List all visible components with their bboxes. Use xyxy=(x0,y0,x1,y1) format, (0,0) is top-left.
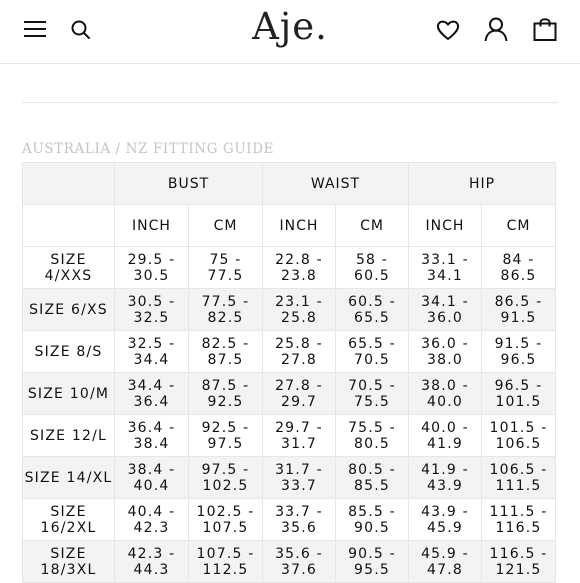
size-label-line: SIZE xyxy=(50,545,87,562)
account-icon[interactable] xyxy=(483,16,509,42)
unit-header: CM xyxy=(482,205,556,247)
hip-inch-cell xyxy=(409,457,482,499)
measurement-line: 102.5 xyxy=(202,477,249,494)
measurement-line: 58 - xyxy=(355,251,389,268)
measurement-line: 101.5 - xyxy=(489,419,548,436)
table-row xyxy=(23,289,556,331)
bust-inch-cell xyxy=(115,247,189,289)
measurement-line: 102.5 - xyxy=(196,503,255,520)
unit-header: INCH xyxy=(115,205,189,247)
measurement-line: 116.5 - xyxy=(489,545,548,562)
measurement-line: 41.9 xyxy=(427,435,463,452)
bust-cm-cell xyxy=(189,499,263,541)
measurement-line: 91.5 xyxy=(500,309,537,326)
hip-inch-cell xyxy=(409,499,482,541)
hip-cm-cell xyxy=(482,247,556,289)
size-label-line: SIZE 12/L xyxy=(29,427,108,444)
table-row xyxy=(23,373,556,415)
corner-cell xyxy=(23,163,115,205)
size-chart-table xyxy=(22,162,556,583)
measurement-line: 36.4 - xyxy=(127,419,176,436)
measurement-line: 34.4 - xyxy=(127,377,176,394)
unit-header: CM xyxy=(189,205,263,247)
size-label-line: SIZE 6/XS xyxy=(29,301,108,318)
measurement-line: 47.8 xyxy=(427,561,463,578)
measurement-line: 23.1 - xyxy=(275,293,323,310)
measurement-line: 97.5 xyxy=(207,435,244,452)
measurement-line: 27.8 xyxy=(281,351,317,368)
measurement-line: 111.5 xyxy=(495,477,542,494)
brand-logo[interactable]: Aje. xyxy=(252,5,328,48)
fitting-guide-title: AUSTRALIA / NZ FITTING GUIDE xyxy=(22,141,275,157)
measurement-line: 45.9 - xyxy=(421,545,469,562)
measurement-line: 111.5 - xyxy=(489,503,548,520)
waist-inch-cell xyxy=(263,415,336,457)
waist-cm-cell xyxy=(336,247,409,289)
waist-inch-cell xyxy=(263,331,336,373)
bust-inch-cell xyxy=(115,499,189,541)
table-row xyxy=(23,457,556,499)
measurement-line: 30.5 - xyxy=(127,293,176,310)
measurement-line: 106.5 xyxy=(495,435,542,452)
measurement-line: 36.4 xyxy=(133,393,170,410)
measurement-line: 36.0 - xyxy=(421,335,469,352)
measurement-line: 40.0 xyxy=(427,393,463,410)
measurement-line: 43.9 xyxy=(427,477,463,494)
measurement-line: 45.9 xyxy=(427,519,463,536)
measurement-line: 40.0 - xyxy=(421,419,469,436)
measurement-line: 38.0 xyxy=(427,351,463,368)
measurement-line: 87.5 xyxy=(207,351,244,368)
hip-cm-cell xyxy=(482,373,556,415)
table-row xyxy=(23,415,556,457)
waist-cm-cell xyxy=(336,499,409,541)
size-label-cell xyxy=(23,289,115,331)
measurement-line: 33.7 - xyxy=(275,503,323,520)
unit-header: INCH xyxy=(409,205,482,247)
measurement-line: 29.7 - xyxy=(275,419,323,436)
site-header xyxy=(0,0,580,64)
size-label-line: 4/XXS xyxy=(44,267,93,284)
measurement-line: 42.3 xyxy=(133,519,170,536)
measurement-line: 35.6 xyxy=(281,519,317,536)
waist-cm-cell xyxy=(336,457,409,499)
size-label-line: 18/3XL xyxy=(40,561,97,578)
measurement-line: 40.4 xyxy=(133,477,170,494)
measurement-line: 85.5 xyxy=(354,477,390,494)
bust-inch-cell xyxy=(115,541,189,583)
measurement-line: 32.5 - xyxy=(127,335,176,352)
measurement-line: 86.5 xyxy=(500,267,537,284)
measurement-line: 34.1 - xyxy=(421,293,469,310)
hip-inch-cell xyxy=(409,289,482,331)
measurement-line: 32.5 xyxy=(133,309,170,326)
size-label-line: SIZE xyxy=(50,251,87,268)
measurement-line: 33.7 xyxy=(281,477,317,494)
search-icon[interactable] xyxy=(70,19,92,41)
measurement-line: 82.5 xyxy=(207,309,244,326)
measurement-line: 29.5 - xyxy=(127,251,176,268)
measurement-line: 75.5 xyxy=(354,393,390,410)
measurement-line: 31.7 xyxy=(281,435,317,452)
measurement-line: 33.1 - xyxy=(421,251,469,268)
measurement-line: 60.5 - xyxy=(348,293,396,310)
hip-inch-cell xyxy=(409,373,482,415)
measurement-line: 90.5 - xyxy=(348,545,396,562)
measurement-line: 77.5 - xyxy=(201,293,250,310)
table-row xyxy=(23,247,556,289)
bust-cm-cell xyxy=(189,289,263,331)
measurement-line: 25.8 xyxy=(281,309,317,326)
measurement-line: 84 - xyxy=(502,251,535,268)
waist-inch-cell xyxy=(263,499,336,541)
bust-cm-cell xyxy=(189,541,263,583)
hip-cm-cell xyxy=(482,499,556,541)
measurement-line: 35.6 - xyxy=(275,545,323,562)
table-row xyxy=(23,541,556,583)
bust-inch-cell xyxy=(115,457,189,499)
size-label-line: SIZE 8/S xyxy=(34,343,103,360)
measurement-line: 107.5 - xyxy=(196,545,255,562)
measurement-line: 23.8 xyxy=(281,267,317,284)
measurement-line: 70.5 xyxy=(354,351,390,368)
measurement-line: 85.5 - xyxy=(348,503,396,520)
measurement-line: 92.5 xyxy=(207,393,244,410)
measurement-line: 90.5 xyxy=(354,519,390,536)
measurement-line: 44.3 xyxy=(133,561,170,578)
measurement-line: 60.5 xyxy=(354,267,390,284)
bust-inch-cell xyxy=(115,373,189,415)
measurement-line: 36.0 xyxy=(427,309,463,326)
waist-inch-cell xyxy=(263,373,336,415)
waist-inch-cell xyxy=(263,541,336,583)
measurement-line: 38.0 - xyxy=(421,377,469,394)
measurement-line: 27.8 - xyxy=(275,377,323,394)
table-row xyxy=(23,499,556,541)
measurement-line: 22.8 - xyxy=(275,251,323,268)
size-label-cell xyxy=(23,499,115,541)
bust-cm-cell xyxy=(189,457,263,499)
measurement-line: 30.5 xyxy=(133,267,170,284)
measurement-group-row xyxy=(23,163,556,205)
measurement-line: 75.5 - xyxy=(348,419,396,436)
measurement-line: 37.6 xyxy=(281,561,317,578)
size-label-cell xyxy=(23,541,115,583)
measurement-line: 75 - xyxy=(209,251,242,268)
hip-inch-cell xyxy=(409,247,482,289)
size-label-line: SIZE xyxy=(50,503,87,520)
table-row xyxy=(23,331,556,373)
size-label-cell xyxy=(23,457,115,499)
menu-icon[interactable] xyxy=(24,20,46,38)
size-label-cell xyxy=(23,331,115,373)
measurement-line: 80.5 - xyxy=(348,461,396,478)
size-label-cell xyxy=(23,247,115,289)
unit-header: INCH xyxy=(263,205,336,247)
hip-cm-cell xyxy=(482,541,556,583)
measurement-line: 65.5 - xyxy=(348,335,396,352)
bust-inch-cell xyxy=(115,289,189,331)
measurement-line: 91.5 - xyxy=(494,335,543,352)
measurement-line: 29.7 xyxy=(281,393,317,410)
waist-cm-cell xyxy=(336,289,409,331)
bust-cm-cell xyxy=(189,415,263,457)
measurement-line: 106.5 - xyxy=(489,461,548,478)
measurement-line: 34.1 xyxy=(427,267,463,284)
hip-inch-cell xyxy=(409,541,482,583)
measurement-line: 95.5 xyxy=(354,561,390,578)
bust-cm-cell xyxy=(189,331,263,373)
waist-cm-cell xyxy=(336,373,409,415)
bust-cm-cell xyxy=(189,373,263,415)
measurement-line: 121.5 xyxy=(495,561,542,578)
waist-inch-cell xyxy=(263,289,336,331)
waist-cm-cell xyxy=(336,541,409,583)
measurement-line: 43.9 - xyxy=(421,503,469,520)
measurement-line: 112.5 xyxy=(202,561,249,578)
bust-cm-cell xyxy=(189,247,263,289)
measurement-line: 65.5 xyxy=(354,309,390,326)
measurement-line: 42.3 - xyxy=(127,545,176,562)
blank-cell xyxy=(23,205,115,247)
measurement-line: 87.5 - xyxy=(201,377,250,394)
measurement-line: 116.5 xyxy=(495,519,542,536)
measurement-line: 97.5 - xyxy=(201,461,250,478)
hip-inch-cell xyxy=(409,415,482,457)
measurement-line: 80.5 xyxy=(354,435,390,452)
measurement-line: 107.5 xyxy=(202,519,249,536)
measurement-line: 70.5 - xyxy=(348,377,396,394)
measurement-line: 86.5 - xyxy=(494,293,543,310)
measurement-line: 41.9 - xyxy=(421,461,469,478)
group-header-bust: BUST xyxy=(115,163,263,205)
waist-inch-cell xyxy=(263,457,336,499)
size-label-cell xyxy=(23,373,115,415)
measurement-line: 25.8 - xyxy=(275,335,323,352)
group-header-hip: HIP xyxy=(409,163,556,205)
measurement-line: 31.7 - xyxy=(275,461,323,478)
size-label-line: 16/2XL xyxy=(40,519,97,536)
size-label-cell xyxy=(23,415,115,457)
hip-cm-cell xyxy=(482,457,556,499)
measurement-line: 38.4 - xyxy=(127,461,176,478)
measurement-line: 101.5 xyxy=(495,393,542,410)
unit-header-row xyxy=(23,205,556,247)
waist-cm-cell xyxy=(336,331,409,373)
bag-icon[interactable] xyxy=(532,16,558,42)
group-header-waist: WAIST xyxy=(263,163,409,205)
measurement-line: 92.5 - xyxy=(201,419,250,436)
measurement-line: 82.5 - xyxy=(201,335,250,352)
bust-inch-cell xyxy=(115,415,189,457)
hip-inch-cell xyxy=(409,331,482,373)
heart-icon[interactable] xyxy=(435,17,461,43)
bust-inch-cell xyxy=(115,331,189,373)
hip-cm-cell xyxy=(482,415,556,457)
hip-cm-cell xyxy=(482,331,556,373)
waist-inch-cell xyxy=(263,247,336,289)
measurement-line: 34.4 xyxy=(133,351,170,368)
section-divider xyxy=(22,102,558,103)
hip-cm-cell xyxy=(482,289,556,331)
waist-cm-cell xyxy=(336,415,409,457)
measurement-line: 40.4 - xyxy=(127,503,176,520)
size-rows xyxy=(23,247,556,583)
measurement-line: 96.5 xyxy=(500,351,537,368)
unit-header: CM xyxy=(336,205,409,247)
measurement-line: 77.5 xyxy=(207,267,244,284)
measurement-line: 96.5 - xyxy=(494,377,543,394)
size-label-line: SIZE 10/M xyxy=(27,385,110,402)
measurement-line: 38.4 xyxy=(133,435,170,452)
size-label-line: SIZE 14/XL xyxy=(24,469,113,486)
